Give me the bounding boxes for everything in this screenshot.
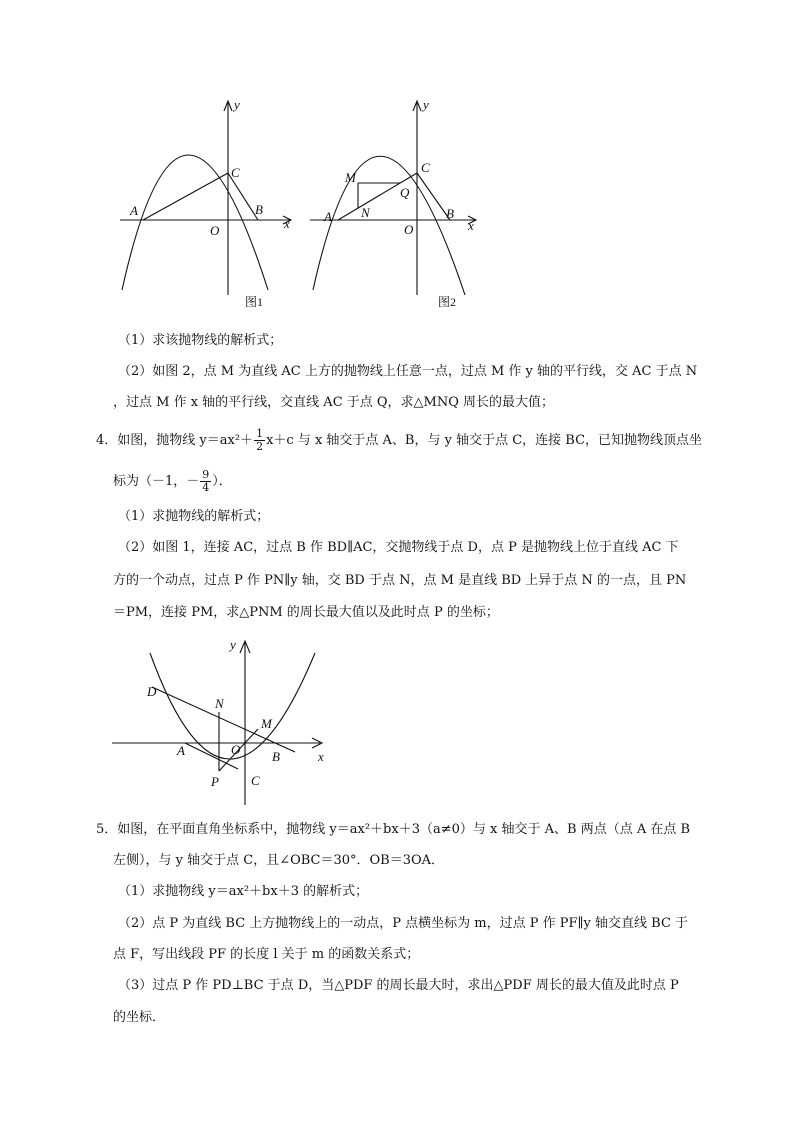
frac-denominator: 4 [202, 481, 210, 494]
q3-part1: （1）求该抛物线的解析式； [118, 333, 283, 348]
q5-part1: （1）求抛物线 y＝ax²＋bx＋3 的解析式； [118, 884, 369, 899]
q4-part2-line2: 方的一个动点，过点 P 作 PN∥y 轴，交 BD 于点 N，点 M 是直线 BD 上异于点 N 的一点，且 PN [113, 573, 687, 588]
figure-2-caption: 图2 [438, 295, 457, 309]
q4-part2-line1: （2）如图 1，连接 AC，过点 B 作 BD∥AC，交抛物线于点 D，点 P 是抛物线上位于直线 AC 下 [118, 540, 679, 555]
origin-label: O [404, 222, 414, 237]
q4-vertex-a: 标为（－1，－ [113, 474, 200, 489]
q5-stem-line2: 左侧），与 y 轴交于点 C，且∠OBC＝30°．OB＝3OA． [113, 853, 445, 868]
q4-stem-line1 [96, 428, 702, 453]
frac-numerator: 9 [202, 468, 210, 481]
point-c-label: C [231, 165, 240, 180]
figure-1 [110, 95, 300, 315]
frac-numerator: 1 [256, 427, 264, 440]
x-label: x [284, 216, 290, 231]
origin-label: O [231, 742, 241, 757]
q4-part1: （1）求抛物线的解析式； [118, 509, 270, 524]
q5-number: 5． [96, 822, 118, 837]
point-c-label: C [251, 773, 260, 788]
parabola [122, 155, 268, 290]
q4-stem-b: x＋c 与 x 轴交于点 A、B，与 y 轴交于点 C，连接 BC，已知抛物线顶点坐 [266, 433, 703, 448]
point-a-label: A [130, 203, 138, 218]
x-label: x [318, 749, 324, 764]
point-q-label: Q [400, 185, 410, 200]
q4-part2-line3: ＝PM，连接 PM，求△PNM 的周长最大值以及此时点 P 的坐标； [113, 605, 499, 620]
q4-stem-a: 如图，抛物线 y＝ax²＋ [117, 433, 254, 448]
q4-number: 4． [96, 433, 118, 448]
figure-q4 [110, 635, 335, 810]
origin-label: O [210, 223, 220, 238]
point-b-label: B [272, 749, 280, 764]
y-label: y [234, 97, 240, 112]
q5-stem-line1-text: 如图，在平面直角坐标系中，抛物线 y＝ax²＋bx＋3（a≠0）与 x 轴交于 A、B 两点（点 A 在点 B [117, 822, 691, 837]
q4-vertex-b: ）． [212, 474, 232, 489]
point-n-label: N [361, 205, 370, 220]
fraction-one-half [254, 428, 265, 453]
fraction-nine-quarters [200, 469, 211, 494]
point-n-label: N [215, 696, 224, 711]
y-label: y [423, 97, 429, 112]
point-a-label: A [177, 743, 185, 758]
q5-part2-line1: （2）点 P 为直线 BC 上方抛物线上的一动点，P 点横坐标为 m，过点 P 作 PF∥y 轴交直线 BC 于 [118, 916, 689, 931]
q3-part2-line2: ，过点 M 作 x 轴的平行线，交直线 AC 于点 Q，求△MNQ 周长的最大值； [113, 395, 555, 410]
point-b-label: B [255, 202, 263, 217]
point-c-label: C [421, 160, 430, 175]
point-b-label: B [446, 206, 454, 221]
point-m-label: M [261, 716, 272, 731]
point-m-label: M [345, 170, 356, 185]
q4-stem-line2 [113, 469, 232, 494]
q3-part2-line1: （2）如图 2，点 M 为直线 AC 上方的抛物线上任意一点，过点 M 作 y 轴的平行线，交 AC 于点 N [118, 364, 698, 379]
point-d-label: D [147, 684, 157, 699]
point-a-label: A [324, 209, 332, 224]
figure-1-caption: 图1 [245, 295, 264, 309]
q5-stem-line1 [96, 819, 690, 841]
q5-part3-line2: 的坐标． [113, 1010, 166, 1025]
parabola [313, 156, 465, 295]
x-label: x [468, 218, 474, 233]
segment-bc [228, 173, 258, 220]
point-p-label: P [211, 774, 219, 789]
y-label: y [230, 637, 236, 652]
figure-2 [300, 95, 490, 315]
frac-denominator: 2 [256, 440, 264, 453]
q5-part2-line2: 点 F，写出线段 PF 的长度 l 关于 m 的函数关系式； [113, 947, 420, 962]
segment-ac [143, 173, 228, 220]
q5-part3-line1: （3）过点 P 作 PD⊥BC 于点 D，当△PDF 的周长最大时，求出△PDF 周长的最大值及此时点 P [118, 978, 679, 993]
